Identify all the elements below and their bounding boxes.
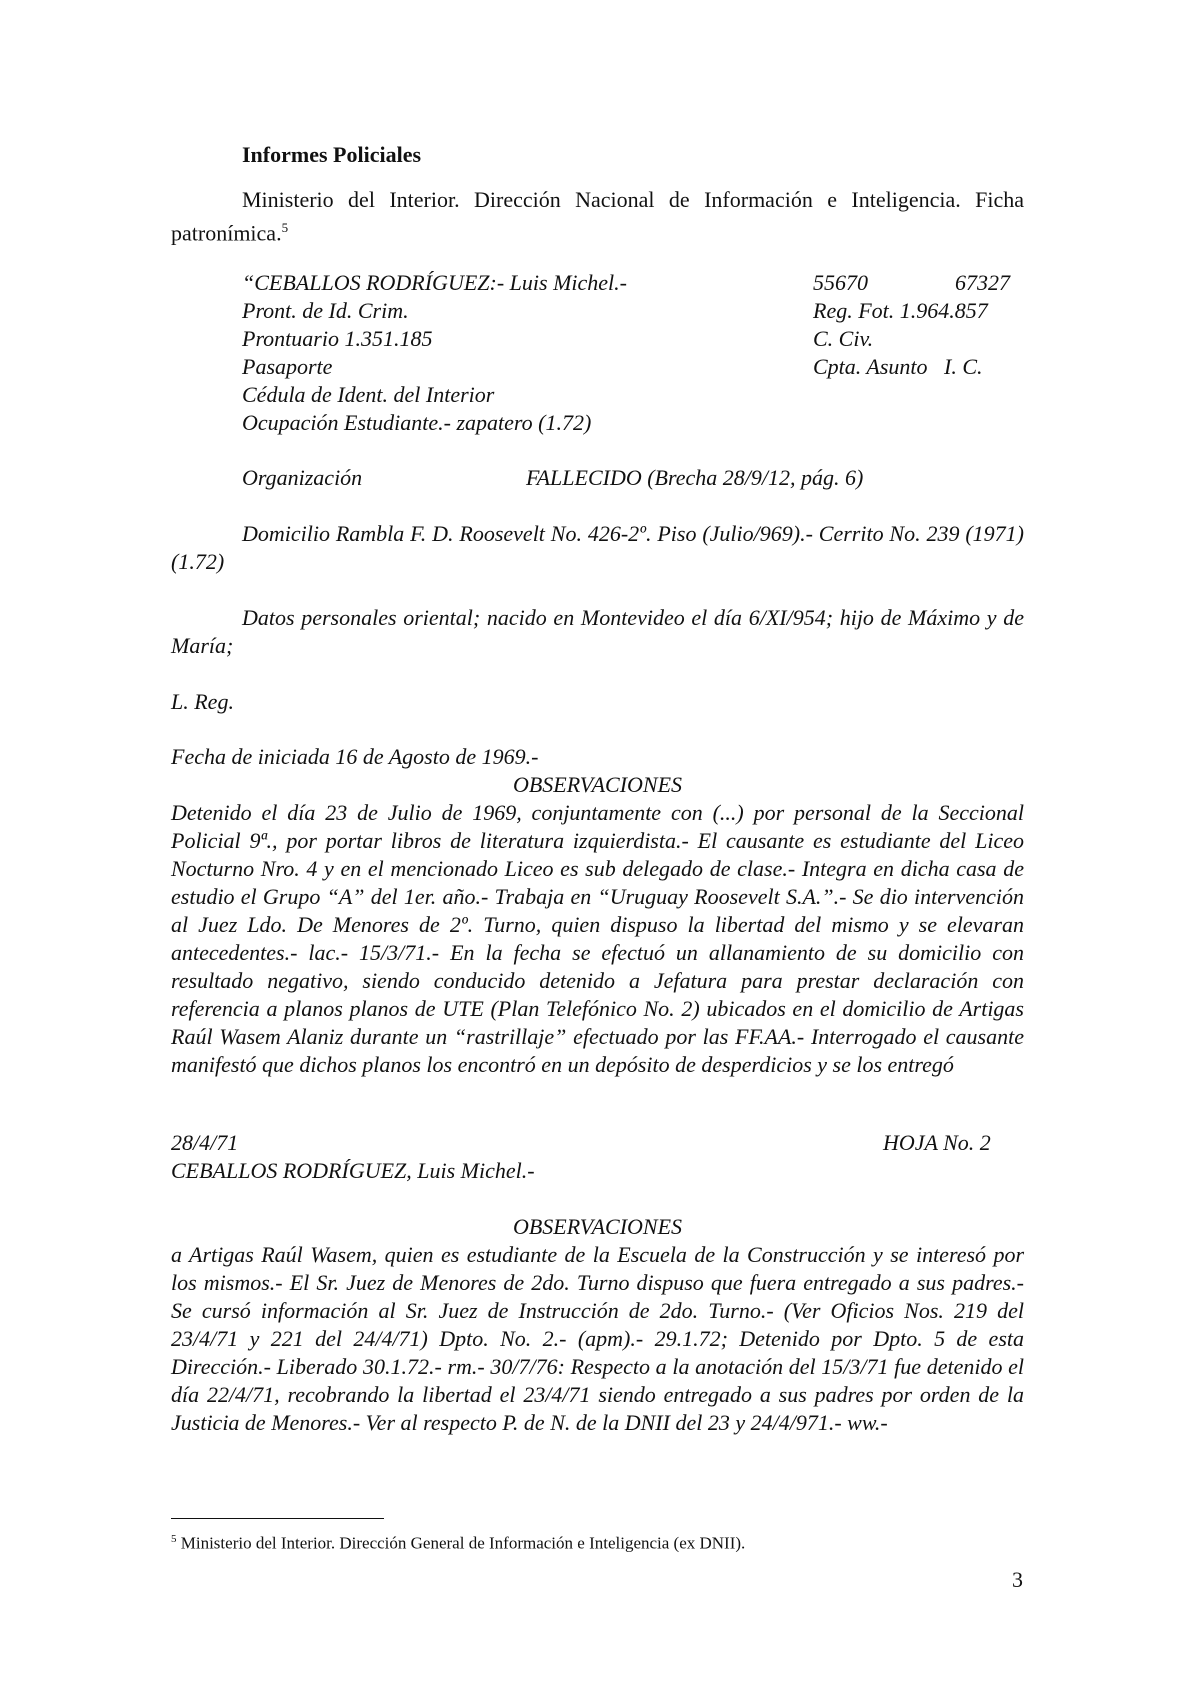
ficha-number-1: 55670 xyxy=(813,270,868,295)
ficha-row-right: C. Civ. xyxy=(813,326,874,351)
intro-text: Ministerio del Interior. Dirección Nacional de Información e Inteligencia. Ficha patronímica. xyxy=(171,187,1024,246)
observaciones-title: OBSERVACIONES xyxy=(512,1214,683,1239)
ficha-row-left: Cédula de Ident. del Interior xyxy=(242,382,495,407)
footnote-text: Ministerio del Interior. Dirección General de Información e Inteligencia (ex DNII). xyxy=(176,1533,746,1553)
ficha-row-left: Ocupación Estudiante.- zapatero (1.72) xyxy=(242,410,592,435)
intro-paragraph xyxy=(171,186,1024,247)
domicilio-paragraph: Domicilio Rambla F. D. Roosevelt No. 426-2º. Piso (Julio/969).- Cerrito No. 239 (1971) (1.72) xyxy=(171,521,1024,574)
ficha-row-left: Pasaporte xyxy=(242,354,333,379)
ficha-row-right: Cpta. Asunto I. C. xyxy=(813,354,983,379)
observaciones-continuation-paragraph: a Artigas Raúl Wasem, quien es estudiante de la Escuela de la Construcción y se interesó por los mismos.- El Sr. Juez de Menores de 2do. Turno dispuso que fuera entregado a sus padres.- Se cursó información al Sr. Juez de Instrucción de 2do. Turno.- (Ver Oficios Nos. 219 del 23/4/71 y 221 del 24/4/71) Dpto. No. 2.- (apm).- 29.1.72; Detenido por Dpto. 5 de esta Dirección.- Liberado 30.1.72.- rm.- 30/7/76: Respecto a la anotación del 15/3/71 fue detenido el día 22/4/71, recobrando la libertad el 23/4/71 siendo entregado a sus padres por orden de la Justicia de Menores.- Ver al respecto P. de N. de la DNII del 23 y 24/4/971.- ww.- xyxy=(171,1242,1024,1435)
ficha-row xyxy=(242,353,1024,381)
organizacion-label: Organización xyxy=(242,465,363,490)
ficha-row xyxy=(242,409,1024,437)
hoja-label: HOJA No. 2 xyxy=(883,1130,991,1155)
footnote-number: 5 xyxy=(171,1533,177,1545)
ficha-row-left: Pront. de Id. Crim. xyxy=(242,298,409,323)
section-heading: Informes Policiales xyxy=(242,142,422,167)
ficha-row-left: Prontuario 1.351.185 xyxy=(242,326,433,351)
page-number: 3 xyxy=(1012,1567,1023,1592)
ficha-row-right: Reg. Fot. 1.964.857 xyxy=(813,298,988,323)
footnote-divider xyxy=(171,1518,384,1519)
ficha-row xyxy=(242,297,1024,325)
footnote xyxy=(171,1528,745,1555)
ficha-number-2: 67327 xyxy=(955,270,1010,295)
ficha-row xyxy=(242,381,1024,409)
ficha-name-row xyxy=(242,269,1024,297)
ficha-name: “CEBALLOS RODRÍGUEZ:- Luis Michel.- xyxy=(242,270,627,295)
organizacion-value: FALLECIDO (Brecha 28/9/12, pág. 6) xyxy=(526,465,864,490)
fecha-line: Fecha de iniciada 16 de Agosto de 1969.- xyxy=(171,744,539,769)
observaciones-title: OBSERVACIONES xyxy=(512,772,683,797)
organizacion-row xyxy=(242,464,864,492)
ficha-row xyxy=(242,325,1024,353)
footnote-reference: 5 xyxy=(281,220,289,235)
ficha-block xyxy=(242,269,1024,437)
hoja-name: CEBALLOS RODRÍGUEZ, Luis Michel.- xyxy=(171,1158,535,1183)
lreg-line: L. Reg. xyxy=(171,689,234,714)
datos-paragraph: Datos personales oriental; nacido en Montevideo el día 6/XI/954; hijo de Máximo y de María; xyxy=(171,605,1024,658)
hoja-date: 28/4/71 xyxy=(171,1130,239,1155)
observaciones-paragraph: Detenido el día 23 de Julio de 1969, conjuntamente con (...) por personal de la Seccional Policial 9ª., por portar libros de literatura izquierdista.- El causante es estudiante del Liceo Nocturno Nro. 4 y en el mencionado Liceo es sub delegado de clase.- Integra en dicha casa de estudio el Grupo “A” del 1er. año.- Trabaja en “Uruguay Roosevelt S.A.”.- Se dio intervención al Juez Ldo. De Menores de 2º. Turno, quien dispuso la libertad del mismo y se elevaran antecedentes.- lac.- 15/3/71.- En la fecha se efectuó un allanamiento de su domicilio con resultado negativo, siendo conducido detenido a Jefatura para prestar declaración con referencia a planos planos de UTE (Plan Telefónico No. 2) ubicados en el domicilio de Artigas Raúl Wasem Alaniz durante un “rastrillaje” efectuado por las FF.AA.- Interrogado el causante manifestó que dichos planos los encontró en un depósito de desperdicios y se los entregó xyxy=(171,800,1024,1077)
